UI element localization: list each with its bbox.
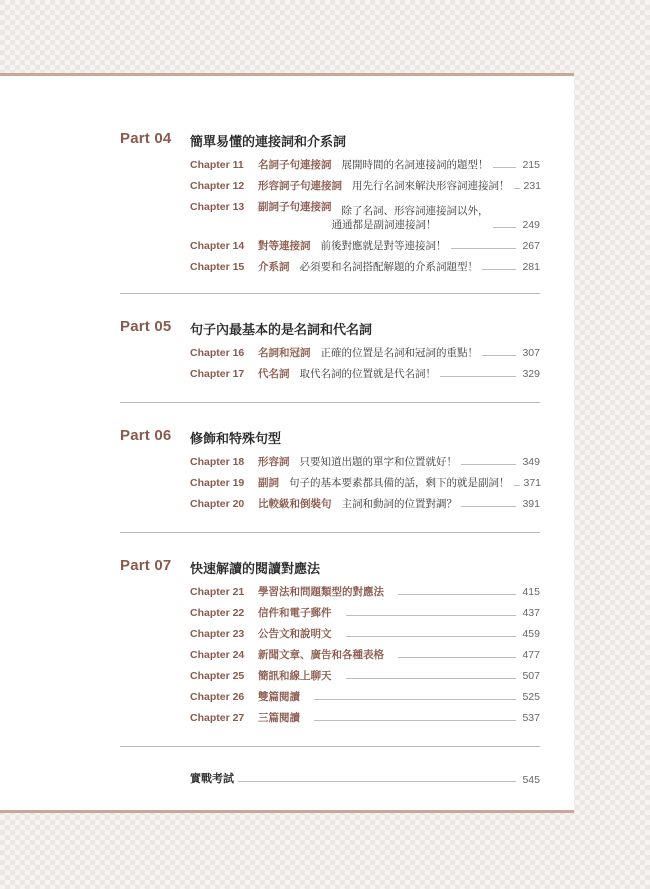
part-header xyxy=(120,130,540,152)
chapter-name: 公告文和說明文 xyxy=(258,628,332,640)
chapter-page: 349 xyxy=(522,456,540,468)
part-label: Part 07 xyxy=(120,557,172,574)
chapter-number: Chapter 20 xyxy=(190,498,245,510)
chapter-number: Chapter 12 xyxy=(190,180,245,192)
leader-dots xyxy=(238,781,516,782)
final-exam-entry[interactable] xyxy=(190,770,540,786)
part-label: Part 06 xyxy=(120,427,172,444)
leader-dots xyxy=(514,485,520,486)
chapter-name: 信件和電子郵件 xyxy=(258,607,332,619)
chapter-number: Chapter 14 xyxy=(190,240,245,252)
part-section xyxy=(120,427,540,518)
leader-dots xyxy=(346,615,517,616)
chapter-number: Chapter 15 xyxy=(190,261,245,273)
part-title: 句子內最基本的是名詞和代名詞 xyxy=(190,323,373,338)
chapter-entry[interactable] xyxy=(190,585,540,599)
bottom-decorative-band xyxy=(0,810,574,813)
part-title: 快速解讀的閱讀對應法 xyxy=(190,562,321,577)
chapter-name: 名詞和冠詞 xyxy=(258,347,311,359)
leader-dots xyxy=(440,376,516,377)
chapter-description: 正確的位置是名詞和冠詞的重點！ xyxy=(320,347,478,359)
chapter-number: Chapter 17 xyxy=(190,368,245,380)
chapter-number: Chapter 18 xyxy=(190,456,245,468)
chapter-page: 249 xyxy=(522,219,540,231)
leader-dots xyxy=(493,227,517,228)
chapter-page: 415 xyxy=(522,586,540,598)
part-title: 修飾和特殊句型 xyxy=(190,432,282,447)
part-section xyxy=(120,130,540,281)
leader-dots xyxy=(398,594,516,595)
chapter-number: Chapter 21 xyxy=(190,586,245,598)
leader-dots xyxy=(451,248,517,249)
chapter-entry[interactable] xyxy=(190,346,540,360)
section-divider xyxy=(120,532,540,533)
chapter-page: 307 xyxy=(522,347,540,359)
chapter-description-line: 除了名詞、形容詞連接詞以外， xyxy=(341,205,489,217)
chapter-description: 句子的基本要素都具備的話，剩下的就是副詞！ xyxy=(289,477,510,489)
chapter-entry[interactable] xyxy=(190,260,540,274)
chapter-name: 對等連接詞 xyxy=(258,240,311,252)
chapter-name: 比較級和倒裝句 xyxy=(258,498,332,510)
part-label: Part 05 xyxy=(120,318,172,335)
chapter-page: 507 xyxy=(522,670,540,682)
leader-dots xyxy=(346,678,517,679)
part-header xyxy=(120,557,540,579)
part-header xyxy=(120,318,540,340)
chapter-description xyxy=(331,204,489,232)
chapter-page: 537 xyxy=(522,712,540,724)
leader-dots xyxy=(493,167,517,168)
chapter-entry[interactable] xyxy=(190,179,540,193)
chapter-name: 副詞子句連接詞 xyxy=(258,201,332,213)
chapter-entry[interactable] xyxy=(190,627,540,641)
chapter-description: 用先行名詞來解決形容詞連接詞！ xyxy=(352,180,510,192)
chapter-entry[interactable] xyxy=(190,497,540,511)
chapter-entry[interactable] xyxy=(190,367,540,381)
chapter-entry[interactable] xyxy=(190,711,540,725)
chapter-number: Chapter 13 xyxy=(190,201,245,213)
chapter-name: 名詞子句連接詞 xyxy=(258,159,332,171)
chapter-entry[interactable] xyxy=(190,690,540,704)
chapter-number: Chapter 16 xyxy=(190,347,245,359)
chapter-description: 前後對應就是對等連接詞！ xyxy=(320,240,447,252)
chapter-entry[interactable] xyxy=(190,455,540,469)
section-divider xyxy=(120,746,540,747)
chapter-page: 267 xyxy=(522,240,540,252)
chapter-description: 只要知道出題的單字和位置就好！ xyxy=(299,456,457,468)
chapter-number: Chapter 11 xyxy=(190,159,244,171)
leader-dots xyxy=(314,699,516,700)
chapter-number: Chapter 24 xyxy=(190,649,245,661)
chapter-description-line: 通通都是副詞連接詞！ xyxy=(331,219,437,231)
chapter-number: Chapter 27 xyxy=(190,712,245,724)
chapter-name: 三篇閱讀 xyxy=(258,712,300,724)
chapter-page: 525 xyxy=(522,691,540,703)
chapter-entry[interactable] xyxy=(190,648,540,662)
final-exam-label: 實戰考試 xyxy=(190,772,234,785)
chapter-name: 形容詞 xyxy=(258,456,290,468)
chapter-number: Chapter 22 xyxy=(190,607,245,619)
chapter-entry[interactable] xyxy=(190,606,540,620)
part-section xyxy=(120,557,540,732)
chapter-entry[interactable] xyxy=(190,669,540,683)
chapter-entry[interactable] xyxy=(190,239,540,253)
chapter-page: 231 xyxy=(523,180,542,192)
chapter-name: 代名詞 xyxy=(258,368,290,380)
chapter-number: Chapter 26 xyxy=(190,691,245,703)
chapter-page: 281 xyxy=(522,261,540,273)
chapter-entry[interactable] xyxy=(190,158,540,172)
chapter-name: 學習法和問題類型的對應法 xyxy=(258,586,384,598)
chapter-description: 展開時間的名詞連接詞的題型！ xyxy=(341,159,489,171)
leader-dots xyxy=(398,657,516,658)
chapter-page: 459 xyxy=(522,628,540,640)
chapter-name: 副詞 xyxy=(258,477,279,489)
section-divider xyxy=(120,402,540,403)
chapter-number: Chapter 25 xyxy=(190,670,245,682)
chapter-number: Chapter 23 xyxy=(190,628,245,640)
leader-dots xyxy=(314,720,516,721)
chapter-name: 簡訊和線上聊天 xyxy=(258,670,332,682)
leader-dots xyxy=(482,269,516,270)
final-exam-page: 545 xyxy=(522,774,540,786)
chapter-description: 主詞和動詞的位置對調？ xyxy=(341,498,457,510)
leader-dots xyxy=(482,355,516,356)
chapter-page: 477 xyxy=(522,649,540,661)
section-divider xyxy=(120,293,540,294)
chapter-page: 391 xyxy=(522,498,540,510)
part-section xyxy=(120,318,540,388)
part-header xyxy=(120,427,540,449)
leader-dots xyxy=(461,464,516,465)
chapter-description: 必須要和名詞搭配解題的介系詞題型！ xyxy=(299,261,478,273)
chapter-page: 215 xyxy=(522,159,540,171)
part-label: Part 04 xyxy=(120,130,172,147)
chapter-page: 371 xyxy=(523,477,542,489)
chapter-entry[interactable] xyxy=(190,476,540,490)
leader-dots xyxy=(514,188,520,189)
chapter-name: 雙篇閱讀 xyxy=(258,691,300,703)
chapter-page: 329 xyxy=(522,368,540,380)
chapter-page: 437 xyxy=(522,607,540,619)
chapter-description: 取代名詞的位置就是代名詞！ xyxy=(299,368,436,380)
chapter-name: 新聞文章、廣告和各種表格 xyxy=(258,649,384,661)
chapter-name: 形容詞子句連接詞 xyxy=(258,180,342,192)
chapter-number: Chapter 19 xyxy=(190,477,245,489)
chapter-entry[interactable] xyxy=(190,200,540,232)
leader-dots xyxy=(461,506,516,507)
part-title: 簡單易懂的連接詞和介系詞 xyxy=(190,135,347,150)
chapter-name: 介系詞 xyxy=(258,261,290,273)
leader-dots xyxy=(346,636,517,637)
